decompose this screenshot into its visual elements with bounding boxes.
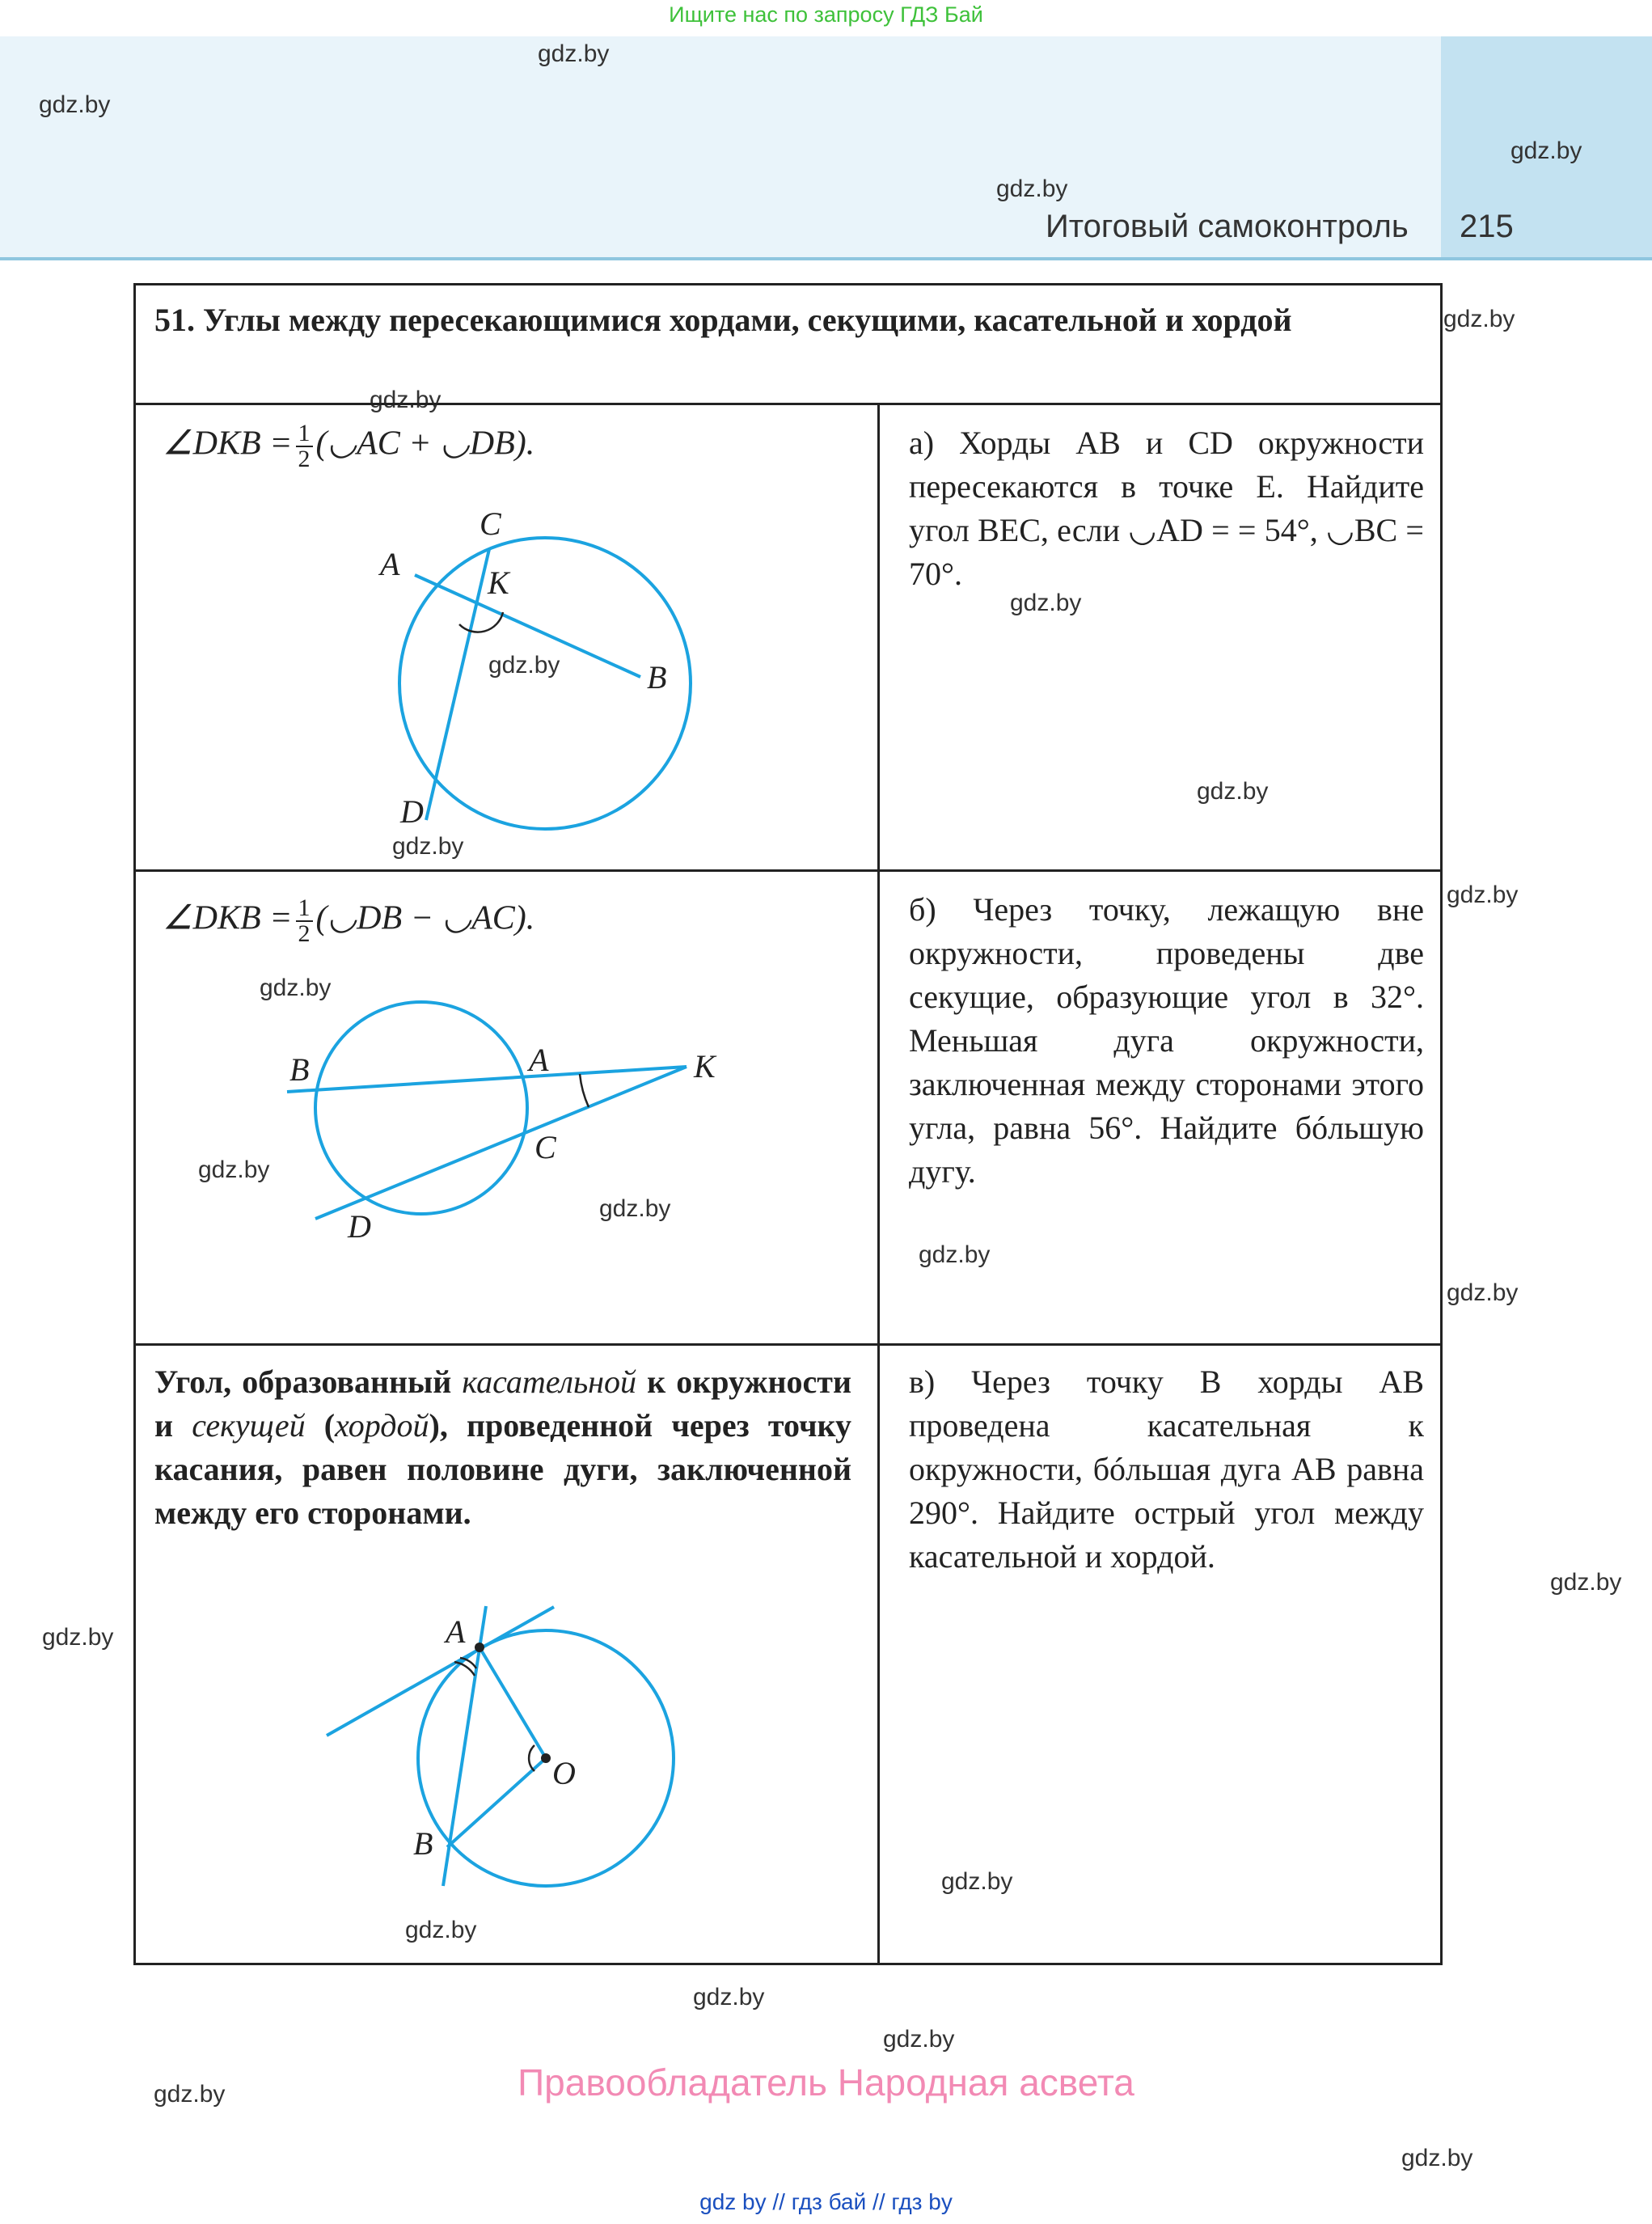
secant-ba — [287, 1067, 687, 1092]
theorem-number: 51. — [154, 302, 195, 338]
theorem-header-cell — [133, 283, 1443, 405]
row1-figure-chords — [136, 405, 877, 869]
point-a — [475, 1643, 484, 1652]
row1-theory-cell — [133, 403, 880, 872]
watermark: gdz.by — [599, 1195, 671, 1222]
radius-oa — [480, 1647, 546, 1758]
chord-ab — [415, 575, 640, 677]
row1-formula: ∠DKB = $\frac{1}{2}$ (◡AC + ◡DB). — [163, 420, 535, 472]
row3-theory-cell — [133, 1343, 880, 1965]
angle-arc — [459, 612, 503, 632]
row2-figure-secants — [136, 872, 877, 1343]
label-d: D — [348, 1208, 371, 1245]
rule-tangent-chord: Угол, образованный касательной к окружности и секущей (хордой), проведенной через точку касания, равен половине дуги, заключенной между его сторонами. — [154, 1364, 852, 1531]
circle — [315, 1002, 527, 1214]
label-a: A — [380, 546, 400, 582]
watermark: gdz.by — [1401, 2145, 1473, 2171]
watermark: gdz.by — [1447, 1279, 1519, 1306]
watermark: gdz.by — [198, 1156, 270, 1183]
label-b: B — [289, 1051, 310, 1088]
label-o: O — [552, 1755, 576, 1791]
point-o — [541, 1753, 551, 1763]
angle-arc — [580, 1074, 589, 1107]
watermark: gdz.by — [1010, 590, 1082, 616]
theorem-title-text: Углы между пересекающимися хордами, секущими, касательной и хордой — [203, 302, 1292, 338]
problem-a: а) Хорды AB и CD окружности пересекаются в точке E. Найдите угол BEC, если ◡AD = = 54°, ◡BC = 70°. — [909, 425, 1424, 592]
label-c: C — [534, 1129, 556, 1165]
watermark: gdz.by — [39, 91, 111, 118]
row1-problem-cell — [877, 403, 1443, 872]
copyright-notice: Правообладатель Народная асвета — [518, 2061, 1134, 2103]
watermark: gdz.by — [1197, 778, 1269, 805]
row2-theory-cell — [133, 869, 880, 1346]
watermark: gdz.by — [1447, 882, 1519, 908]
problem-c: в) Через точку B хорды AB проведена касательная к окружности, бóльшая дуга AB равна 290°. Найдите острый угол между касательной и хордой. — [909, 1364, 1424, 1575]
watermark: gdz.by — [693, 1984, 765, 2010]
watermark: gdz.by — [919, 1241, 991, 1268]
label-a: A — [446, 1613, 466, 1650]
label-d: D — [400, 793, 424, 830]
watermark: gdz.by — [405, 1917, 477, 1943]
row2-problem-cell — [877, 869, 1443, 1346]
watermark: gdz.by — [538, 40, 610, 67]
watermark: gdz.by — [370, 387, 442, 413]
label-k: K — [488, 564, 509, 601]
top-banner[interactable]: Ищите нас по запросу ГДЗ Бай — [669, 2, 983, 27]
section-title: Итоговый самоконтроль — [1046, 209, 1409, 244]
header-divider — [0, 257, 1652, 260]
problem-b: б) Через точку, лежащую вне окружности, проведены две секущие, образующие угол в 32°. Меньшая дуга окружности, заключенная между сторонами этого угла, равна 56°. Найдите бóльшую дугу. — [909, 891, 1424, 1190]
watermark: gdz.by — [941, 1868, 1013, 1895]
footer-links[interactable]: gdz by // гдз бай // гдз by — [699, 2189, 953, 2214]
watermark: gdz.by — [42, 1624, 114, 1651]
row3-figure-tangent — [136, 1346, 877, 1963]
watermark: gdz.by — [1550, 1569, 1622, 1596]
page-number: 215 — [1460, 209, 1514, 244]
watermark: gdz.by — [883, 2026, 955, 2053]
watermark: gdz.by — [996, 175, 1068, 202]
watermark: gdz.by — [1443, 306, 1515, 332]
label-b: B — [647, 659, 667, 696]
label-k: K — [694, 1048, 716, 1085]
label-b: B — [413, 1825, 433, 1862]
row2-formula: ∠DKB = $\frac{1}{2}$ (◡DB − ◡AC). — [163, 894, 535, 947]
watermark: gdz.by — [154, 2081, 226, 2108]
secant-dc — [315, 1067, 687, 1219]
label-a: A — [529, 1042, 549, 1078]
watermark: gdz.by — [488, 652, 560, 679]
watermark: gdz.by — [392, 833, 464, 860]
label-c: C — [480, 505, 501, 542]
watermark: gdz.by — [260, 975, 332, 1001]
theorem-title — [154, 298, 1422, 342]
row3-problem-cell — [877, 1343, 1443, 1965]
watermark: gdz.by — [1510, 137, 1582, 164]
